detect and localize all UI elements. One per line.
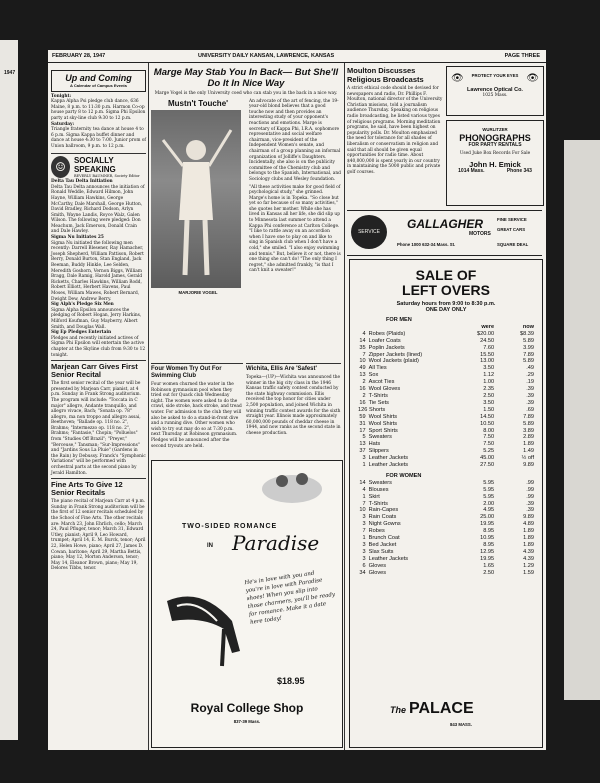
moulton-body: A strict ethical code should be devised for newspapers and radio, Dr. Phillips F. Moulton, national director of the University Christian missions, told a journalism audience Thursday. Speaking on religious radio broadcasting, he listed various types of religious programs. Morning meditation programs, he said, have been highest on popularity polls. Dr. Moulton emphasized the need for tolerance for all shades of liberalism or conservatism in religion and said that all should be given equal opportunities for radio time. About $40,000,000 is spent yearly in our country in maintaining the 5000 public and private golf courses. [347, 86, 443, 175]
gallagher-right1: FINE SERVICE [497, 217, 527, 222]
item-qty: 1 [362, 535, 366, 542]
item-name: Poplin Jackets [368, 344, 405, 351]
item-was-price: 27.50 [480, 462, 495, 469]
item-was-price: 5.25 [483, 448, 495, 455]
sale-item-row [358, 441, 534, 448]
sale-item-row [358, 487, 534, 494]
item-now-price: 1.89 [523, 441, 534, 448]
item-was-price: 10.50 [480, 420, 495, 427]
high-heel-shoe-icon [162, 581, 247, 671]
item-qty: 7 [362, 528, 366, 535]
item-name: Wool Shirts [368, 413, 398, 420]
newspaper-page [48, 50, 546, 750]
vogel-lede: Marge Vogel is the only University coed who can stab you in the back in a nice way. [154, 91, 338, 96]
item-was-price: 2.50 [483, 569, 495, 576]
item-was-price: 25.00 [480, 514, 495, 521]
sale-item-row [358, 421, 534, 428]
item-now-price: 5.89 [523, 337, 534, 344]
up-and-coming-sub: A Calendar of Campus Events [70, 83, 127, 88]
item-was-price: 8.95 [483, 528, 495, 535]
item-name: Brunch Coat [368, 535, 400, 542]
item-now-price: 5.89 [523, 420, 534, 427]
sale-item-row [358, 407, 534, 414]
item-name: Sport Shirts [368, 427, 398, 434]
item-was-price: 1.00 [483, 379, 495, 386]
item-qty: 35 [359, 344, 366, 351]
item-now-price: .99 [526, 486, 534, 493]
society-head-1: Delta Tau Delta Initiation [51, 179, 113, 185]
wurlitzer-line1: WURLITZER [482, 127, 508, 132]
sale-item-row [358, 507, 534, 514]
wurlitzer-name: John H. Emick [469, 159, 521, 169]
item-name: Wool Jackets (plaid) [368, 358, 419, 365]
swim-headline: Four Women Try Out For Swimming Club [151, 366, 222, 379]
item-name: Sweaters [368, 479, 392, 486]
ad-store-name: Royal College Shop [190, 701, 304, 715]
item-name: Slax Suits [368, 548, 394, 555]
item-now-price: .39 [526, 507, 534, 514]
item-name: All Ties [368, 365, 387, 372]
item-was-price: $20.00 [476, 330, 495, 337]
gallagher-ad [347, 210, 542, 256]
item-now-price: 4.89 [523, 521, 534, 528]
item-was-price: 10.95 [480, 535, 495, 542]
item-now-price: 9.89 [523, 514, 534, 521]
item-name: Slippers [368, 448, 389, 455]
society-body-3: Sigma Alpha Epsilon announces the pledging of Robert Hogan, Jerry Harkins, Milford Koufman, Guy Mayberry, Albert Smith, and Douglas Wall. [51, 307, 142, 330]
item-was-price: 1.50 [483, 406, 495, 413]
sale-one-day: ONE DAY ONLY [425, 307, 467, 313]
item-was-price: 3.50 [483, 365, 495, 372]
item-now-price: 1.49 [523, 448, 534, 455]
sale-item-row [358, 428, 534, 435]
society-head-2: Sigma Nu Initiates 25 [51, 235, 104, 241]
item-name: Blouses [368, 486, 389, 493]
item-name: Wool Gloves [368, 386, 401, 393]
item-now-price: .19 [526, 379, 534, 386]
sale-item-row [358, 393, 534, 400]
society-body-1: Delta Tau Delta announces the initiation of Ronald Weddle, Edward Hilmon, John Hayne, William Hawkins, George McCarthy, Dale Marshall, George Hutton, David Bradley, Richard Dodson, Arlyn Smith, Wayne Landis, Royce Walz, Galen Wilson. The following were pledged: Don Meachum, Jack Emerson, Donald Crain and Dale Hawley. [51, 184, 145, 235]
moulton-headline: Moulton Discusses Religious Broadcasts [347, 66, 424, 84]
item-qty: 126 [358, 406, 368, 413]
item-name: Skirt [368, 493, 380, 500]
palace-the: The [390, 705, 407, 715]
vogel-text-1: An advocate of the art of fencing, the 19-year-old blond believes that a good touche now and then provides an interesting study of your opponent's reactions and emotions. Marge is secretary of Kappa Phi, I.R.A. sophomore representative and social welfare chairman, vice-president of the Independent Women's senate, and chairman of a group planning an informal organization of Jolliffe's Daughters. Incidentally, she also is on the publicity committee of the Chemistry club and belongs to the Spanish, International, and Sociology clubs and Wesley foundation. [249, 98, 341, 182]
wurlitzer-phone: Phone 343 [506, 167, 532, 174]
item-was-price: 5.95 [483, 486, 495, 493]
right-page-edge [564, 140, 600, 700]
fencer-figure-icon [151, 110, 241, 288]
item-was-price: 1.12 [483, 372, 495, 379]
item-now-price: 3.99 [523, 344, 534, 351]
eye-icon: 👁 [451, 73, 464, 84]
item-qty: 34 [359, 569, 366, 576]
sale-item-row [358, 386, 534, 393]
sale-hours: Saturday hours from 9:00 to 8:30 p.m. [396, 301, 496, 307]
palace-address: 843 MASS. [450, 722, 472, 727]
gallagher-name: GALLAGHER [407, 217, 483, 231]
item-now-price: .29 [526, 372, 534, 379]
sale-item-row [358, 448, 534, 455]
wurlitzer-address: 1014 Mass. [458, 167, 485, 174]
men-heading: FOR MEN [386, 317, 412, 323]
item-name: Leather Jackets [368, 462, 409, 469]
wurlitzer-line4: Used Juke Box Records For Sale [459, 151, 531, 157]
item-was-price: 19.95 [480, 521, 495, 528]
item-now-price: .39 [526, 399, 534, 406]
item-was-price: 12.95 [480, 548, 495, 555]
header-masthead: UNIVERSITY DAILY KANSAN, LAWRENCE, KANSAS [198, 53, 335, 59]
item-qty: 10 [359, 507, 366, 514]
item-qty: 5 [362, 434, 366, 441]
item-was-price: 5.95 [483, 493, 495, 500]
column-left [51, 63, 146, 572]
edge-year: 1947 [4, 70, 16, 76]
wichita-body: Topeka—(UP)—Wichita was announced the winner in the big city class in the 1946 Kansas traffic safety contest conducted by the state highway commission. Ellis received the top honor for cities under 2,500 population, and joined Wichita in winning traffic contest awards for the sixth straight year. Illinois made approximately 60,000,000 pounds of cheddar cheese in 1944, and now ranks as the second state in cheese production. [246, 375, 341, 436]
item-qty: 3 [362, 555, 366, 562]
up-and-coming-box [51, 70, 146, 92]
sale-item-row [358, 556, 534, 563]
item-qty: 2 [362, 392, 366, 399]
item-qty: 1 [362, 462, 366, 469]
society-body-4: Pledges and recently initiated actives of Sigma Phi Epsilon will entertain the active chapter at the Skyline club from 9:30 to 12 tonight. [51, 335, 146, 358]
column-rule [344, 63, 345, 750]
lawrence-optical-ad [446, 66, 544, 116]
sale-item-row [358, 480, 534, 487]
item-now-price: 3.89 [523, 427, 534, 434]
society-head-3: Sig Alph's Pledge Six Men [51, 302, 114, 308]
women-heading: FOR WOMEN [386, 472, 422, 479]
were-col-header: were [481, 323, 495, 330]
vogel-story [151, 63, 341, 295]
item-now-price: 1.89 [523, 528, 534, 535]
item-was-price: 8.95 [483, 542, 495, 548]
item-qty: 17 [359, 427, 366, 434]
sale-item-row [358, 570, 534, 577]
fine-arts-headline: Fine Arts To Give 12 Senior Recitals [51, 480, 123, 498]
tonight-events: Kappa Alpha Psi pledge club dance, 636 Maine, 8 p.m. to 11:30 p.m. Harmon Co-op house party 8 to 12 p.m. Sigma Phi Epsilon party at sky-line club 9:30 to 12 p.m. [51, 99, 146, 121]
sale-item-row [358, 542, 534, 549]
ad-tagline: TWO-SIDED ROMANCE [182, 523, 278, 530]
sale-item-row [358, 514, 534, 521]
ad-in: IN [207, 543, 213, 549]
item-was-price: 2.00 [483, 500, 495, 507]
item-was-price: 2.35 [483, 386, 495, 393]
wurlitzer-line3: FOR PARTY RENTALS [468, 141, 522, 148]
item-qty: 4 [362, 330, 366, 337]
item-now-price: 1.89 [523, 542, 534, 548]
item-was-price: 45.00 [480, 455, 495, 462]
header-date: FEBRUARY 28, 1947 [52, 53, 106, 59]
gallagher-badge: SERVICE [351, 215, 387, 249]
item-was-price: 5.95 [483, 479, 495, 486]
item-name: Hats [368, 441, 381, 448]
item-was-price: 24.50 [480, 337, 495, 344]
optical-name: Lawrence Optical Co. [467, 86, 523, 93]
item-was-price: 8.00 [483, 427, 495, 434]
item-name: Robes (Plaids) [368, 330, 406, 337]
item-qty: 13 [359, 441, 366, 448]
item-name: Tie Sets [368, 399, 389, 406]
women-items-list [358, 480, 534, 577]
item-qty: 7 [362, 500, 366, 507]
vogel-text [245, 99, 341, 296]
sale-item-row [358, 379, 534, 386]
socially-speaking-head [51, 153, 146, 180]
gallagher-sub: MOTORS [469, 231, 491, 237]
item-now-price: 5.89 [523, 358, 534, 365]
swim-story [151, 363, 243, 449]
item-now-price: 7.89 [523, 413, 534, 420]
society-body-2: Sigma Nu initiated the following men recently: Darrell Blesener, Ray Hamacher, Joseph Shepherd, William Pattison, Robert Berry, Donald Burton, Stan England, Jack Beeman, Buddy Hinkle, Lee Selden, Meredith Goshorn, Vernon Biggs, William Bragg, Dale Ramig, Harold James, Gerald Ricketts, Charles Hawkins, William Rodd, Robert Elliott, Herbert Havens, Paul Moses, William Mawes, Robert Bernard, Dwight Dew, Andrew Berry. [51, 240, 144, 302]
header-page: PAGE THREE [504, 53, 540, 59]
item-now-price: .49 [526, 365, 534, 372]
item-was-price: 2.50 [483, 392, 495, 399]
item-qty: 59 [359, 413, 366, 420]
item-qty: 3 [362, 514, 366, 521]
sale-item-row [358, 358, 534, 365]
item-name: Gloves [368, 562, 387, 569]
item-qty: 6 [362, 562, 366, 569]
item-now-price: 1.89 [523, 535, 534, 542]
item-name: Loafer Coats [368, 337, 401, 344]
item-qty: 16 [359, 399, 366, 406]
sale-item-row [358, 345, 534, 352]
item-now-price: .39 [526, 500, 534, 507]
item-was-price: 3.50 [483, 399, 495, 406]
palace-sale-ad [349, 259, 543, 748]
wichita-headline: Wichita, Ellis Are 'Safest' [246, 366, 317, 372]
vogel-photo-block [151, 99, 245, 296]
item-qty: 3 [362, 521, 366, 528]
item-name: Leather Jackets [368, 555, 409, 562]
item-now-price: .99 [526, 493, 534, 500]
wurlitzer-ad [446, 120, 544, 206]
item-now-price: 4.39 [523, 548, 534, 555]
society-head-4: Sig Ep Pledges Entertain [51, 330, 112, 336]
item-qty: 13 [359, 372, 366, 379]
item-qty: 7 [362, 351, 366, 358]
wichita-story [246, 363, 341, 437]
sale-item-row [358, 549, 534, 556]
item-now-price: 2.89 [523, 434, 534, 441]
saturday-events: Triangle fraternity tea dance at house 4 to 6 p.m. Sigma Kappa buffet dinner and dance at house 4:30 to 7:00. Junior prom of Union ballroom, 9 p.m. to 12 p.m. [51, 127, 147, 149]
column-rule [148, 63, 149, 750]
socially-speaking-title: SOCIALLY SPEAKING [73, 155, 116, 174]
sale-item-row [358, 338, 534, 345]
item-was-price: 7.50 [483, 434, 495, 441]
item-now-price: $8.39 [520, 330, 534, 337]
optical-line1: PROTECT YOUR EYES [471, 73, 519, 78]
sale-title2: LEFT OVERS [402, 282, 490, 298]
item-name: Bed Jacket [368, 542, 397, 548]
eye-icon: 👁 [526, 73, 539, 84]
sale-title1: SALE OF [415, 267, 477, 283]
ad-paradise: Paradise [232, 531, 320, 555]
item-qty: 31 [359, 420, 366, 427]
up-and-coming-title: Up and Coming [65, 73, 132, 83]
sale-item-row [358, 501, 534, 508]
item-qty: 3 [362, 548, 366, 555]
swim-body: Four women churned the water in the Robinson gymnasium pool when they tried out for Quack club Wednesday night. The women were asked to do the crawl, side stroke, back stroke, and tread water. For admission to the club they will also be asked to do a stand-in-front dive and a running dive. Other women who wish to try out may do so at 7:30 p.m. next Thursday at Robinson gymnasium. Pledges will be announced after the second tryouts are held. [151, 382, 242, 449]
item-was-price: 7.60 [483, 344, 495, 351]
gallagher-right2: GREAT CARS [497, 227, 526, 232]
item-was-price: 15.50 [480, 351, 495, 358]
sale-item-row [358, 455, 534, 462]
saturday-label: Saturday: [51, 121, 75, 127]
item-qty: 2 [362, 379, 366, 386]
adjacent-page-edge [0, 40, 18, 740]
palace-logo [390, 700, 474, 718]
item-was-price: 19.95 [480, 555, 495, 562]
item-qty: 10 [359, 358, 366, 365]
now-col-header: now [522, 323, 534, 330]
item-was-price: 1.65 [483, 562, 495, 569]
item-now-price: .39 [526, 386, 534, 393]
item-was-price: 14.50 [480, 413, 495, 420]
sale-item-row [358, 365, 534, 372]
item-now-price: .99 [526, 479, 534, 486]
moulton-story [347, 63, 443, 176]
sale-item-row [358, 352, 534, 359]
sale-item-row [358, 528, 534, 535]
item-name: Night Gowns [368, 521, 401, 528]
item-now-price: .39 [526, 392, 534, 399]
optical-address: 1025 Mass. [482, 92, 508, 98]
item-name: T-Shirts [368, 392, 388, 399]
item-qty: 4 [362, 486, 366, 493]
sale-item-row [358, 434, 534, 441]
carr-body: The first senior recital of the year will be presented by Marjean Carr, pianist, at 4 p.m. Sunday in Frank Strong auditorium. The program will include: "Toccata in C major" allegro, Andante tranquillo, and allegro vivace, Bach; "Sonata op. 78" allegro, ma non troppo and allegro assai, Beethoven; "Ballade op. 118 no. 2", Brahms; "Intermezzo op. 118 no. 2", Brahms; "Fantasie," Chopin; "Polluelos" from "Studies Off Brazil"; "Preyer," "Berceuse," Tansman; "Sur-Impressions" and "Jardins Sous La Pluie" (Gardens in the Rain) by Debussy. Franck's "Symphonic Variations" will be performed with orchestral parts at the second piano by Jerald Hamilton. [51, 381, 146, 476]
ad-price: $18.95 [277, 676, 305, 686]
item-name: Ascot Ties [368, 379, 395, 386]
sale-item-row [358, 521, 534, 528]
item-now-price: 9.89 [523, 462, 534, 469]
ad-store-address: 837-39 Mass. [233, 719, 261, 724]
royal-college-shop-ad [151, 460, 343, 748]
society-editor-byline: BEVERLY BAUMNER, Society Editor [73, 173, 140, 178]
item-now-price: ½ off [521, 455, 534, 462]
sale-item-row [358, 331, 534, 338]
item-name: Leather Jackets [368, 455, 409, 462]
item-name: Sox [368, 372, 379, 379]
ad-script: He's in love with you and you're in love with Paradise shoes! When you slip into those charmers, you'll be ready for romance. Make it a date here today! [244, 570, 336, 626]
sale-item-row [358, 535, 534, 542]
item-name: Shorts [369, 406, 386, 413]
vogel-photo [151, 110, 241, 288]
item-name: Zipper Jackets (lined) [368, 351, 423, 358]
item-qty: 1 [362, 493, 366, 500]
item-name: Robes [368, 528, 385, 535]
item-name: Wool Shirts [368, 420, 398, 427]
item-name: Rain-Capes [368, 507, 399, 514]
gallagher-phone-line: Phone 1000 632-34 Mass. St. [397, 242, 456, 247]
photo-title: Mustn't Touche' [167, 98, 229, 108]
wurlitzer-line2: PHONOGRAPHS [459, 132, 531, 143]
sale-item-row [358, 462, 534, 469]
carr-headline: Marjean Carr Gives First Senior Recital [51, 362, 138, 380]
gallagher-square-deal: SQUARE DEAL [497, 242, 529, 247]
item-now-price: 1.59 [523, 569, 534, 576]
item-qty: 37 [359, 448, 366, 455]
item-now-price: 7.89 [523, 351, 534, 358]
item-qty: 49 [359, 365, 366, 372]
page-header [48, 50, 546, 63]
item-was-price: 7.50 [483, 441, 495, 448]
item-qty: 3 [362, 542, 366, 548]
item-was-price: 13.00 [480, 358, 495, 365]
photo-caption: MARJORIE VOGEL [178, 289, 218, 295]
item-now-price: .69 [526, 406, 534, 413]
sale-item-row [358, 494, 534, 501]
item-name: T-Shirts [368, 500, 388, 507]
tonight-label: Tonight: [51, 93, 72, 99]
sale-item-row [358, 563, 534, 570]
vogel-headline: Marge May Stab You In Back— But She'll Do It In Nice Way [153, 67, 339, 89]
sale-item-row [358, 414, 534, 421]
palace-name: PALACE [409, 700, 474, 717]
item-name: Rain Coats [368, 514, 397, 521]
item-now-price: 4.39 [523, 555, 534, 562]
item-qty: 14 [359, 337, 366, 344]
sale-item-row [358, 372, 534, 379]
item-name: Gloves [368, 569, 387, 576]
item-qty: 16 [359, 386, 366, 393]
society-editor-icon: ☺ [51, 156, 70, 178]
item-name: Sweaters [368, 434, 392, 441]
couple-illustration-icon [252, 467, 332, 507]
item-qty: 14 [359, 479, 366, 486]
men-items-list [358, 331, 534, 469]
fine-arts-body: The piano recital of Marjean Carr at 4 p.m. Sunday in Frank Strong auditorium will be the first of 12 senior recitals scheduled by the School of Fine Arts. The other recitals are: March 23, John Ehrlich, cello; March 24, Paul Pfluger, tenor; March 31, Edward Utley, pianist; April 9, Leo Howard, trumpet; April 14, E. M. Burck, tenor; April 22, Helen Howe, piano; April 27, James D. Cowan, baritone; April 29, Martha Bettis, piano; May 12, Morton Anderson, tenor; May 14, Eleanor Brown, piano; May 19, Delores Tibbs, tenor. [51, 499, 146, 572]
item-was-price: 4.95 [483, 507, 495, 514]
sale-item-row [358, 400, 534, 407]
item-now-price: 1.29 [523, 562, 534, 569]
item-qty: 3 [362, 455, 366, 462]
vogel-text-2: "All these activities make for good field of psychological study," she grinned. Marge's home is in Topeka. "So close but yet so far because of so many activities," she quotes her mother. While she has lived in Kansas all her life, she did slip up to Minnesota last summer to attend a Kappa Phi conference at Carlton College. "I like to rattle away on an accordion when I have one to play on and like to sing in Spanish club when I don't have a cold," she smiled. "I also enjoy swimming and tennis." But, believe it or not, there is one thing she can't do! "The only thing I regret," she admitted frankly, "is that I can't knit a sweater!" [249, 184, 341, 274]
